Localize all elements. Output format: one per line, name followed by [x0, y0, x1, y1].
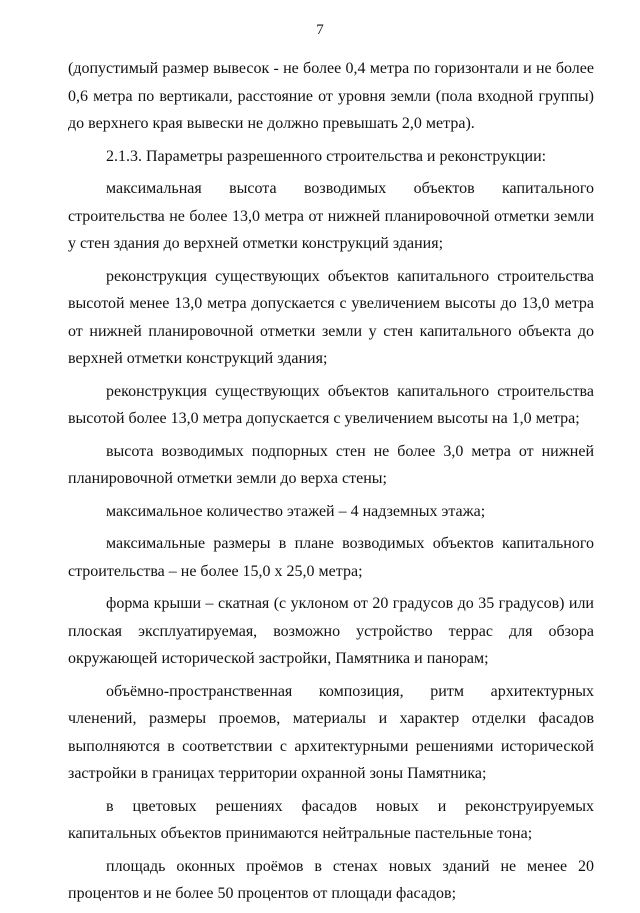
paragraph-reconstruction-below-13m: реконструкция существующих объектов капитального строительства высотой менее 13,0 метра допускается с увеличением высоты до 13,0 метра от нижней планировочной отметки земли у стен капитального объекта до верхней отметки конструкций здания; [68, 267, 594, 367]
paragraph-max-plan-size: максимальные размеры в плане возводимых объектов капитального строительства – не более 15,0 х 25,0 метра; [68, 535, 594, 580]
paragraph-window-area: площадь оконных проёмов в стенах новых зданий не менее 20 процентов и не более 50 процентов от площади фасадов; [68, 857, 594, 902]
paragraph-reconstruction-above-13m: реконструкция существующих объектов капитального строительства высотой более 13,0 метра допускается с увеличением высоты на 1,0 метра; [68, 382, 594, 427]
paragraph-max-height: максимальная высота возводимых объектов капитального строительства не более 13,0 метра от нижней планировочной отметки земли у стен здания до верхней отметки конструкций здания; [68, 180, 594, 252]
paragraph-color-solutions: в цветовых решениях фасадов новых и реконструируемых капитальных объектов принимаются нейтральные пастельные тона; [68, 797, 594, 842]
paragraph-signage-continuation: (допустимый размер вывесок - не более 0,4 метра по горизонтали и не более 0,6 метра по вертикали, расстояние от уровня земли (пола входной группы) до верхнего края вывески не должно превышать 2,0 метра). [68, 60, 594, 132]
paragraph-max-floors: максимальное количество этажей – 4 надземных этажа; [106, 502, 486, 520]
paragraph-roof-shape: форма крыши – скатная (с уклоном от 20 градусов до 35 градусов) или плоская эксплуатируемая, возможно устройство террас для обзора окружающей исторической застройки, Памятника и панорам; [68, 595, 594, 667]
paragraph-retaining-walls: высота возводимых подпорных стен не более 3,0 метра от нижней планировочной отметки земли до верха стены; [68, 442, 594, 487]
section-heading-2-1-3: 2.1.3. Параметры разрешенного строительства и реконструкции: [106, 147, 547, 165]
page-number: 7 [316, 22, 324, 38]
document-body [68, 55, 594, 913]
paragraph-composition: объёмно-пространственная композиция, ритм архитектурных членений, размеры проемов, материалы и характер отделки фасадов выполняются в соответствии с архитектурными решениями исторической застройки в границах территории охранной зоны Памятника; [68, 682, 594, 782]
